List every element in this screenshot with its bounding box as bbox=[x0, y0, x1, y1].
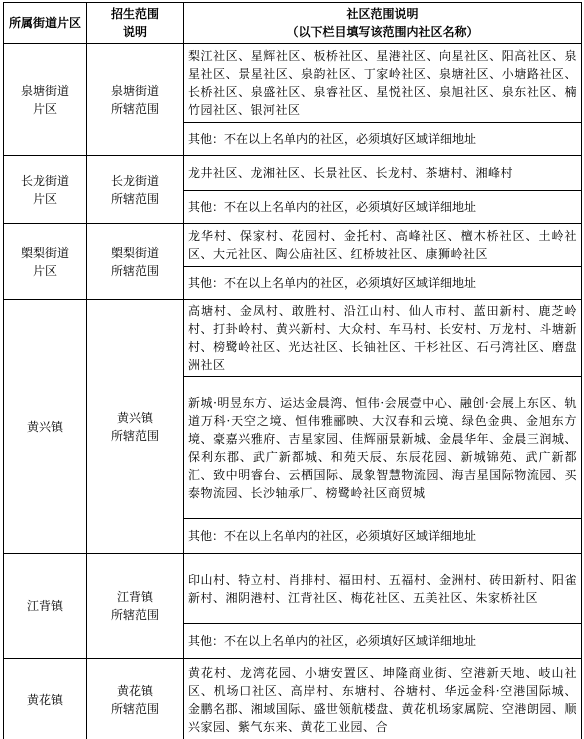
other-note: 其他：不在以上名单内的社区，必须填好区域详细地址 bbox=[184, 519, 582, 554]
district-name: 江背镇 bbox=[26, 599, 63, 613]
community-list: 龙井社区、龙湘社区、长景社区、长龙村、茶塘村、湘峰村 bbox=[184, 156, 582, 191]
header-scope bbox=[87, 3, 184, 44]
other-note: 其他：不在以上名单内的社区，必须填好区域详细地址 bbox=[184, 191, 582, 224]
district-cell bbox=[4, 300, 87, 554]
header-district: 所属街道片区 bbox=[4, 3, 87, 44]
other-note: 其他：不在以上名单内的社区，必须填好区域详细地址 bbox=[184, 123, 582, 156]
scope-text: 黄兴镇 所辖范围 bbox=[110, 410, 159, 443]
scope-cell bbox=[87, 300, 184, 554]
district-name: 黄花镇 bbox=[26, 692, 63, 707]
community-list-2: 新城·明昱东方、运达金晨湾、恒伟·会展壹中心、融创·会展上东区、轨道万科·天空之境、恒伟雅郦映、大汉春和云境、绿色金典、金旭东方境、豪嘉兴雅府、吉星家园、佳辉丽景新城、金晨华年、金晨三润城、保利东郡、武广新都城、和苑天辰、东辰花园、新城锦苑、武广新都汇、致中明睿台、云栖国际、晟象智慧物流园、海吉星国际物流园、买泰物流园、长沙轴承厂、榜鹭岭社区商贸城 bbox=[184, 377, 582, 519]
community-list: 梨江社区、星辉社区、板桥社区、星港社区、向星社区、阳高社区、泉星社区、景星社区、泉韵社区、丁家岭社区、泉塘社区、小塘路社区、长桥社区、泉盛社区、泉睿社区、星悦社区、泉旭社区、泉东社区、楠竹园社区、银河社区 bbox=[184, 44, 582, 123]
table-row bbox=[4, 156, 582, 191]
scope-cell bbox=[87, 554, 184, 659]
table-row bbox=[4, 554, 582, 624]
scope-text: 长龙街道 所辖范围 bbox=[110, 173, 159, 206]
header-scope-text: 招生范围 说明 bbox=[110, 7, 159, 39]
community-list: 高塘村、金凤村、敢胜村、沿江山村、仙人市村、蓝田新村、鹿芝岭村、打卦岭村、黄兴新村、大众村、车马村、长安村、万龙村、斗塘新村、榜鹭岭社区、光达社区、长铀社区、干杉社区、石弓湾社区、磨盘洲社区 bbox=[184, 300, 582, 377]
header-community bbox=[184, 3, 582, 44]
scope-text: 江背镇 所辖范围 bbox=[110, 590, 159, 622]
community-list: 龙华村、保家村、花园村、金托村、高峰社区、檀木桥社区、土岭社区、大元社区、陶公庙社区、红桥坡社区、康狮岭社区 bbox=[184, 224, 582, 267]
district-name: 长龙街道 片区 bbox=[20, 173, 69, 206]
other-note: 其他：不在以上名单内的社区，必须填好区域详细地址 bbox=[184, 624, 582, 659]
district-name: 泉塘街道 片区 bbox=[20, 83, 69, 116]
scope-text: 㮾梨街道 所辖范围 bbox=[110, 245, 159, 278]
scope-cell bbox=[87, 44, 184, 156]
district-cell bbox=[4, 156, 87, 224]
table-row bbox=[4, 44, 582, 123]
district-cell bbox=[4, 554, 87, 659]
table-row bbox=[4, 300, 582, 377]
district-name: 黄兴镇 bbox=[26, 419, 63, 434]
other-note: 其他：不在以上名单内的社区，必须填好区域详细地址 bbox=[184, 267, 582, 300]
district-cell bbox=[4, 659, 87, 739]
community-scope-table bbox=[3, 2, 582, 739]
district-name: 㮾梨街道 片区 bbox=[20, 245, 69, 278]
scope-text: 泉塘街道 所辖范围 bbox=[110, 83, 159, 116]
community-list: 印山村、特立村、肖排村、福田村、五福村、金洲村、砖田新村、阳雀新村、湘阴港村、江背社区、梅花社区、五美社区、朱家桥社区 bbox=[184, 554, 582, 624]
scope-text: 黄花镇 所辖范围 bbox=[110, 683, 159, 716]
scope-cell bbox=[87, 156, 184, 224]
header-row bbox=[4, 3, 582, 44]
community-list: 黄花村、龙湾花园、小塘安置区、坤隆商业街、空港新天地、岐山社区、机场口社区、高岸村、东塘村、谷塘村、华远金科·空港国际城、金鹏名郡、湘域国际、盛世领航楼盘、黄花机场家属院、空港朗园、顺兴家园、紫气东来、黄花工业园、合 bbox=[184, 659, 582, 739]
header-community-title: 社区范围说明 bbox=[346, 7, 419, 21]
scope-cell bbox=[87, 659, 184, 739]
table-row bbox=[4, 659, 582, 739]
table-row bbox=[4, 224, 582, 267]
header-community-sub: （以下栏目填写该范围内社区名称） bbox=[286, 25, 479, 39]
scope-cell bbox=[87, 224, 184, 300]
district-cell bbox=[4, 44, 87, 156]
district-cell bbox=[4, 224, 87, 300]
